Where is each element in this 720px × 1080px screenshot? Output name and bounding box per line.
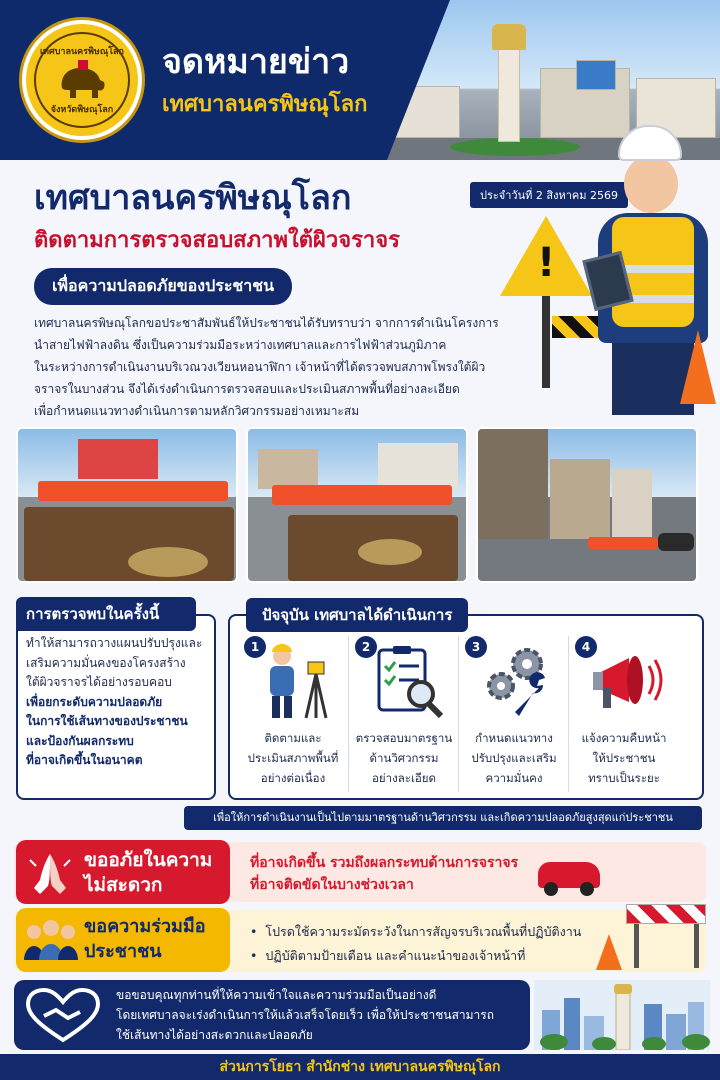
traffic-cone-icon: [680, 330, 716, 404]
barrier-leg: [634, 924, 639, 968]
cooperation-title: [84, 914, 228, 964]
findings-line: ทำให้สามารถวางแผนปรับปรุงและ: [26, 636, 203, 650]
intro-line: ในระหว่างการดำเนินงานบริเวณวงเวียนหอนาฬิกา เจ้าหน้าที่ได้ตรวจพบสภาพโพรงใต้ผิว: [34, 360, 486, 374]
step-number: 1: [244, 636, 266, 658]
city-skyline-icon: [534, 980, 710, 1050]
cooperation-title-line: ขอความร่วมมือ: [84, 916, 206, 937]
car-wheel: [544, 882, 558, 896]
action-step-4: [568, 636, 678, 792]
cooperation-title-line: ประชาชน: [84, 941, 162, 962]
heart-handshake-icon: [24, 988, 102, 1044]
cooperation-list: [250, 920, 610, 968]
apology-title-line: ขออภัยในความ: [84, 849, 213, 871]
step-line: แจ้งความคืบหน้า: [581, 731, 667, 745]
footer-department: ส่วนการโยธา สำนักช่าง เทศบาลนครพิษณุโลก: [0, 1054, 720, 1080]
gears-wrench-icon: [479, 642, 555, 720]
date-badge: ประจำวันที่ 2 สิงหาคม 2569: [470, 182, 628, 208]
thanks-line: โดยเทศบาลจะเร่งดำเนินการให้แล้วเสร็จโดยเร็ว เพื่อให้ประชาชนสามารถ: [116, 1008, 494, 1022]
praying-hands-icon: [26, 850, 74, 896]
step-line: ความมั่นคง: [485, 771, 543, 785]
thanks-line: ใช้เส้นทางได้อย่างสะดวกและปลอดภัย: [116, 1028, 313, 1042]
page-subtitle: ติดตามการตรวจสอบสภาพใต้ผิวจราจร: [34, 228, 400, 253]
list-item: • ปฏิบัติตามป้ายเตือน และคำแนะนำของเจ้าหน้าที่: [250, 944, 610, 968]
intro-paragraph: [34, 312, 554, 422]
intro-line: จราจรในบางส่วน จึงได้เร่งดำเนินการตรวจสอบและประเมินสภาพพื้นที่อย่างละเอียด: [34, 382, 460, 396]
step-line: ทราบเป็นระยะ: [588, 771, 660, 785]
findings-heading: การตรวจพบในครั้งนี้: [16, 597, 196, 631]
intro-line: นำสายไฟฟ้าลงดิน ซึ่งเป็นความร่วมมือระหว่างเทศบาลและการไฟฟ้าส่วนภูมิภาค: [34, 338, 447, 352]
step-number: 4: [575, 636, 597, 658]
step-line: กำหนดแนวทาง: [475, 731, 553, 745]
findings-text: [26, 634, 210, 771]
road-closure-photo: [476, 427, 698, 583]
step-number: 2: [355, 636, 377, 658]
actions-heading: ปัจจุบัน เทศบาลได้ดำเนินการ: [246, 598, 468, 632]
findings-line: ใต้ผิวจราจรได้อย่างรอบคอบ: [26, 675, 172, 689]
step-text: [569, 728, 679, 788]
car-wheel: [580, 882, 594, 896]
page-title: เทศบาลนครพิษณุโลก: [34, 178, 352, 218]
surveyor-icon: [258, 642, 334, 720]
step-line: ปรับปรุงและเสริม: [471, 751, 557, 765]
small-cone-icon: [596, 934, 622, 970]
apology-line: ที่อาจติดขัดในบางช่วงเวลา: [250, 877, 414, 893]
step-line: อย่างต่อเนื่อง: [260, 771, 326, 785]
step-line: ให้ประชาชน: [592, 751, 656, 765]
findings-highlight-line: ที่อาจเกิดขึ้นในอนาคต: [26, 753, 143, 767]
apology-text: [250, 852, 540, 896]
step-text: [238, 728, 348, 788]
checklist-magnifier-icon: [369, 642, 445, 720]
standard-note-bar: เพื่อให้การดำเนินงานเป็นไปตามมาตรฐานด้านวิศวกรรม และเกิดความปลอดภัยสูงสุดแก่ประชาชน: [184, 806, 702, 830]
findings-highlight-line: เพื่อยกระดับความปลอดภัย: [26, 694, 163, 709]
action-step-1: [238, 636, 348, 792]
findings-line: เสริมความมั่นคงของโครงสร้าง: [26, 655, 186, 670]
barrier-leg: [694, 924, 699, 968]
safety-pill: เพื่อความปลอดภัยของประชาชน: [34, 268, 292, 305]
thanks-text: [116, 985, 528, 1045]
intro-line: เทศบาลนครพิษณุโลกขอประชาสัมพันธ์ให้ประชาชนได้รับทราบว่า จากการดำเนินโครงการ: [34, 316, 499, 330]
step-number: 3: [465, 636, 487, 658]
sinkhole-photo-2: [246, 427, 468, 583]
exclamation-mark: !: [537, 240, 556, 286]
megaphone-icon: [589, 642, 665, 720]
road-barrier-icon: [626, 904, 706, 924]
logo-bottom-text: จังหวัดพิษณุโลก: [50, 105, 114, 115]
step-line: อย่างละเอียด: [372, 771, 436, 785]
newsletter-title: จดหมายข่าว: [162, 42, 350, 82]
step-line: ติดตามและ: [264, 731, 322, 745]
step-line: ด้านวิศวกรรม: [369, 751, 439, 765]
action-step-3: [458, 636, 568, 792]
findings-highlight-line: ในการใช้เส้นทางของประชาชน: [26, 714, 188, 728]
step-text: [349, 728, 459, 788]
apology-title: [84, 848, 228, 898]
step-text: [459, 728, 569, 788]
sinkhole-photo-1: [16, 427, 238, 583]
thanks-line: ขอขอบคุณทุกท่านที่ให้ความเข้าใจและความร่วมมือเป็นอย่างดี: [116, 988, 437, 1002]
elephant-emblem-icon: [54, 58, 110, 102]
apology-line: ที่อาจเกิดขึ้น รวมถึงผลกระทบด้านการจราจร: [250, 855, 519, 871]
findings-highlight-line: และป้องกันผลกระทบ: [26, 733, 134, 748]
step-line: ตรวจสอบมาตรฐาน: [355, 731, 453, 745]
list-item: • โปรดใช้ความระมัดระวังในการสัญจรบริเวณพื้นที่ปฏิบัติงาน: [250, 920, 610, 944]
people-group-icon: [22, 916, 80, 964]
intro-line: เพื่อกำหนดแนวทางดำเนินการตามหลักวิศวกรรมอย่างเหมาะสม: [34, 404, 360, 418]
apology-title-line: ไม่สะดวก: [84, 874, 163, 896]
action-step-2: [348, 636, 458, 792]
newsletter-subtitle: เทศบาลนครพิษณุโลก: [162, 92, 368, 117]
municipality-seal-logo: [22, 20, 142, 140]
logo-top-text: เทศบาลนครพิษณุโลก: [39, 47, 125, 57]
step-line: ประเมินสภาพพื้นที่: [247, 751, 339, 765]
